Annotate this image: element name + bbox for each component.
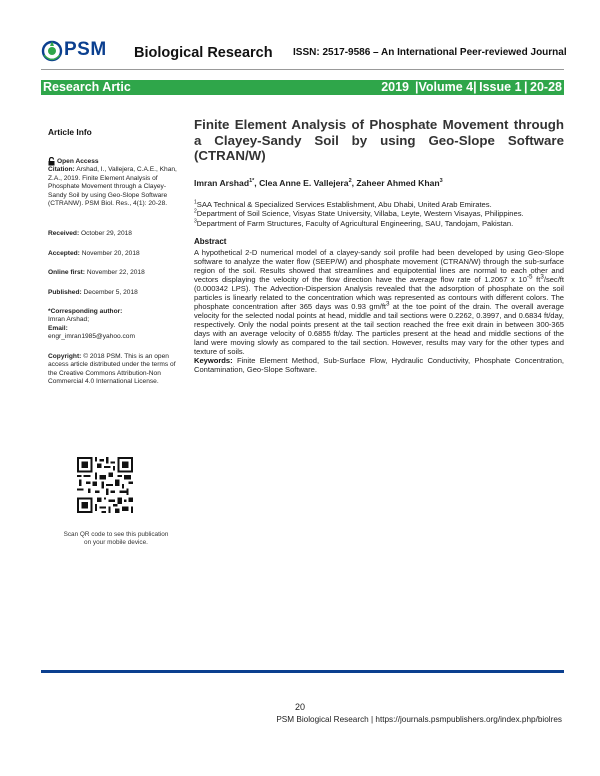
author-sup: 1* xyxy=(249,177,255,184)
keywords-label: Keywords: xyxy=(194,356,233,366)
affiliation-text: Department of Soil Science, Visyas State University, Villaba, Leyte, Western Visayas, Philippines. xyxy=(196,209,524,218)
accepted-row xyxy=(48,250,178,258)
qr-caption: Scan QR code to see this publication on your mobile device. xyxy=(63,531,169,547)
keywords-text: Finite Element Method, Sub-Surface Flow, Hydraulic Conductivity, Phosphate Concentration, Contamination, Geo-Slope Software. xyxy=(194,356,564,375)
email-link[interactable]: engr_imran1985@yahoo.com xyxy=(48,333,135,341)
issue-info: 2019 |Volume 4| Issue 1 | 20-28 xyxy=(381,80,562,94)
received-date: October 29, 2018 xyxy=(81,230,132,238)
abstract-text xyxy=(194,248,564,356)
article-title: Finite Element Analysis of Phosphate Movement through a Clayey-Sandy Soil by using Geo-Slope Software (CTRAN/W) xyxy=(194,117,564,163)
citation-text: Arshad, I., Vallejera, C.A.E., Khan, Z.A., 2019. Finite Element Analysis of Phosphate Movement through a Clayey-Sandy Soil by using Geo-Slope Software (CTRANW). PSM Biol. Res., 4(1): 20-28. xyxy=(48,166,177,208)
open-access-label: Open Access xyxy=(57,158,99,165)
author-name: Zaheer Ahmed Khan xyxy=(356,177,440,188)
page-number: 20 xyxy=(294,702,305,712)
corresponding-author-name: Imran Arshad; xyxy=(48,316,90,324)
online-first-date: November 22, 2018 xyxy=(86,269,145,277)
copyright-text: © 2018 PSM. This is an open access article distributed under the terms of the Creative Commons Attribution-Non Commercial 4.0 International License. xyxy=(48,352,176,385)
author-sup: 2 xyxy=(348,177,352,184)
received-label: Received: xyxy=(48,230,80,238)
affiliation-sup: 2 xyxy=(194,208,197,215)
affiliation-sup: 3 xyxy=(194,217,197,224)
article-info-heading: Article Info xyxy=(48,127,92,137)
article-info-sidebar xyxy=(48,128,178,386)
affiliation-text: SAA Technical & Specialized Services Establishment, Abu Dhabi, United Arab Emirates. xyxy=(196,199,492,209)
abstract-segment: ft xyxy=(532,275,541,285)
open-access-row xyxy=(48,157,178,166)
open-lock-icon xyxy=(48,157,55,166)
issn-line: ISSN: 2517-9586 – An International Peer-reviewed Journal xyxy=(293,47,567,58)
psm-logo-icon xyxy=(41,40,63,62)
accepted-label: Accepted: xyxy=(48,249,80,257)
affiliation-sup: 1 xyxy=(194,198,197,205)
online-first-label: Online first: xyxy=(48,269,85,277)
published-date: December 5, 2018 xyxy=(83,288,138,296)
abstract-segment: at the toe point of the drain. The overall average velocity for the selected nodal points at head, middle and tail sections were 0.2262, 0.3997, and 0.6834 ft/day, respectively. Only the nodal points present at the tail section reached the free exit drain in between 300-365 days with an average velocity of 0.6855 ft/day. The particles present at the head and middle sections of the land were moving slowly as compared to the tail section. However, results may vary for the other types and texture of soils. xyxy=(194,302,564,357)
affiliation-text: Department of Farm Structures, Faculty of Agricultural Engineering, SAU, Tandojam, Pakistan. xyxy=(196,218,514,228)
abstract-section xyxy=(194,248,564,374)
affiliation xyxy=(194,209,564,219)
article-main xyxy=(194,117,564,374)
citation-label: Citation: xyxy=(48,166,75,174)
copyright xyxy=(48,353,178,387)
abstract-sup: 3 xyxy=(540,273,544,281)
author-name: Imran Arshad xyxy=(194,177,250,188)
accepted-date: November 20, 2018 xyxy=(81,249,140,257)
abstract-segment: /sec/ft (0.000342 LPS). The Advection-Dispersion Analysis revealed that the adsorption of phosphate on the soil particles is linearly related to the concentration which was represented as contours with different colors. The phosphate concentration after 365 days was 0.93 gm/ft xyxy=(194,275,564,312)
keywords xyxy=(194,356,564,374)
email-label: Email: xyxy=(48,324,68,332)
article-type-label: Research Artic xyxy=(43,80,131,94)
citation xyxy=(48,166,178,208)
qr-code-icon[interactable] xyxy=(77,457,133,513)
footer-journal-link[interactable]: PSM Biological Research | https://journals.psmpublishers.org/index.php/biolres xyxy=(276,715,562,724)
author-sup: 3 xyxy=(439,177,443,184)
received-row xyxy=(48,230,178,238)
published-row xyxy=(48,289,178,297)
journal-name: Biological Research xyxy=(134,45,273,61)
published-label: Published: xyxy=(48,288,82,296)
copyright-label: Copyright: xyxy=(48,352,82,360)
online-first-row xyxy=(48,269,178,277)
abstract-sup: 3 xyxy=(386,300,390,308)
corresponding-author-label: *Corresponding author: xyxy=(48,308,123,316)
abstract-segment: A hypothetical 2-D numerical model of a clayey-sandy soil profile had been developed by using Geo-Slope software to analyze the water flow (SEEP/W) and phosphate movement (CTRAN/W) through the sub-surface region of the soil. Results showed that streamlines and equipotential lines are normal to each other and vectors displaying the velocity of the flow direction have the average flow rate of 1.2067 x 10 xyxy=(194,248,564,285)
author-list: Imran Arshad$^{1*}$, Clea Anne E. Vallejera$^2$, Zaheer Ahmed Khan$^3$ xyxy=(194,177,443,188)
footer-divider xyxy=(41,670,564,673)
affiliation xyxy=(194,219,564,229)
header-divider xyxy=(41,69,564,70)
affiliation xyxy=(194,200,564,210)
abstract-heading: Abstract xyxy=(194,237,227,246)
abstract-sup: -5 xyxy=(526,273,533,281)
logo-text: PSM xyxy=(64,39,107,60)
author-name: Clea Anne E. Vallejera xyxy=(259,177,349,188)
